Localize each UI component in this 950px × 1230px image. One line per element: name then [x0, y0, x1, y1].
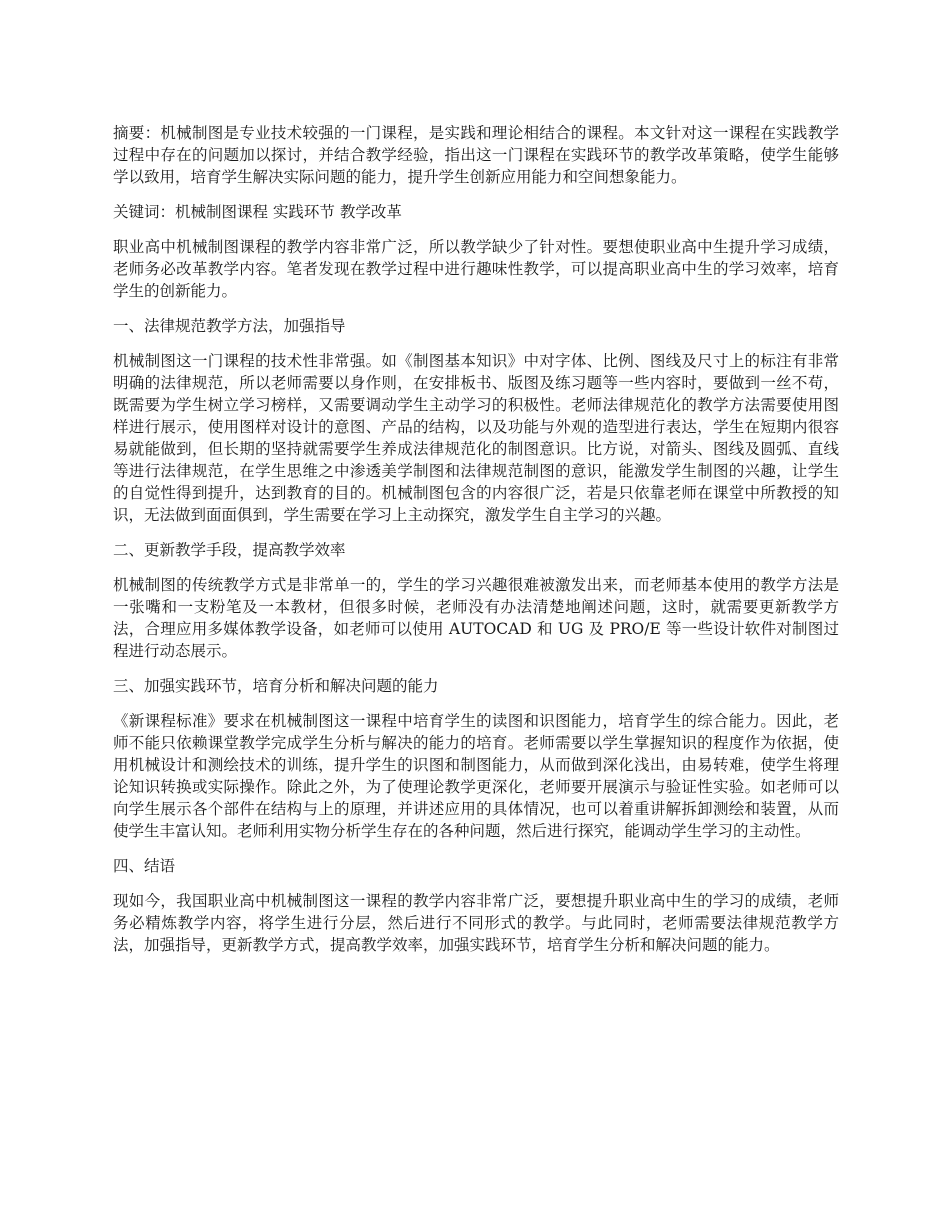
section3-heading: 三、加强实践环节，培育分析和解决问题的能力	[113, 677, 439, 695]
section2-heading: 二、更新教学手段，提高教学效率	[113, 541, 346, 559]
section2-paragraph: 机械制图的传统教学方式是非常单一的，学生的学习兴趣很难被激发出来，而老师基本使用的教学方法是一张嘴和一支粉笔及一本教材，但很多时候，老师没有办法清楚地阐述问题，这时，就需要更新教学方法，合理应用多媒体教学设备，如老师可以使用 AUTOCAD 和 UG 及 PRO/E 等一些设计软件对制图过程进行动态展示。	[113, 576, 839, 660]
intro-paragraph: 职业高中机械制图课程的教学内容非常广泛，所以教学缺少了针对性。要想使职业高中生提升学习成绩，老师务必改革教学内容。笔者发现在教学过程中进行趣味性教学，可以提高职业高中生的学习效率，培育学生的创新能力。	[113, 238, 839, 300]
section3-paragraph: 《新课程标准》要求在机械制图这一课程中培育学生的读图和识图能力，培育学生的综合能力。因此，老师不能只依赖课堂教学完成学生分析与解决的能力的培育。老师需要以学生掌握知识的程度作为依据，使用机械设计和测绘技术的训练，提升学生的识图和制图能力，从而做到深化浅出，由易转难，使学生将理论知识转换或实际操作。除此之外，为了使理论教学更深化，老师要开展演示与验证性实验。如老师可以向学生展示各个部件在结构与上的原理，并讲述应用的具体情况，也可以着重讲解拆卸测绘和装置，从而使学生丰富认知。老师利用实物分析学生存在的各种问题，然后进行探究，能调动学生学习的主动性。	[113, 712, 839, 840]
keywords-paragraph: 关键词：机械制图课程 实践环节 教学改革	[113, 203, 402, 221]
abstract-paragraph: 摘要：机械制图是专业技术较强的一门课程，是实践和理论相结合的课程。本文针对这一课程在实践教学过程中存在的问题加以探讨，并结合教学经验，指出这一门课程在实践环节的教学改革策略，使学生能够学以致用，培育学生解决实际问题的能力，提升学生创新应用能力和空间想象能力。	[113, 124, 839, 186]
section4-paragraph: 现如今，我国职业高中机械制图这一课程的教学内容非常广泛，要想提升职业高中生的学习的成绩，老师务必精炼教学内容，将学生进行分层，然后进行不同形式的教学。与此同时，老师需要法律规范教学方法，加强指导，更新教学方式，提高教学效率，加强实践环节，培育学生分析和解决问题的能力。	[113, 892, 839, 954]
section4-heading: 四、结语	[113, 857, 176, 875]
document-page	[113, 122, 839, 969]
section1-paragraph: 机械制图这一门课程的技术性非常强。如《制图基本知识》中对字体、比例、图线及尺寸上的标注有非常明确的法律规范，所以老师需要以身作则，在安排板书、版图及练习题等一些内容时，要做到一丝不苟，既需要为学生树立学习榜样，又需要调动学生主动学习的积极性。老师法律规范化的教学方法需要使用图样进行展示，使用图样对设计的意图、产品的结构，以及功能与外观的造型进行表达，学生在短期内很容易就能做到，但长期的坚持就需要学生养成法律规范化的制图意识。比方说，对箭头、图线及圆弧、直线等进行法律规范，在学生思维之中渗透美学制图和法律规范制图的意识，能激发学生制图的兴趣，让学生的自觉性得到提升，达到教育的目的。机械制图包含的内容很广泛，若是只依靠老师在课堂中所教授的知识，无法做到面面俱到，学生需要在学习上主动探究，激发学生自主学习的兴趣。	[113, 352, 839, 524]
section1-heading: 一、法律规范教学方法，加强指导	[113, 317, 346, 335]
